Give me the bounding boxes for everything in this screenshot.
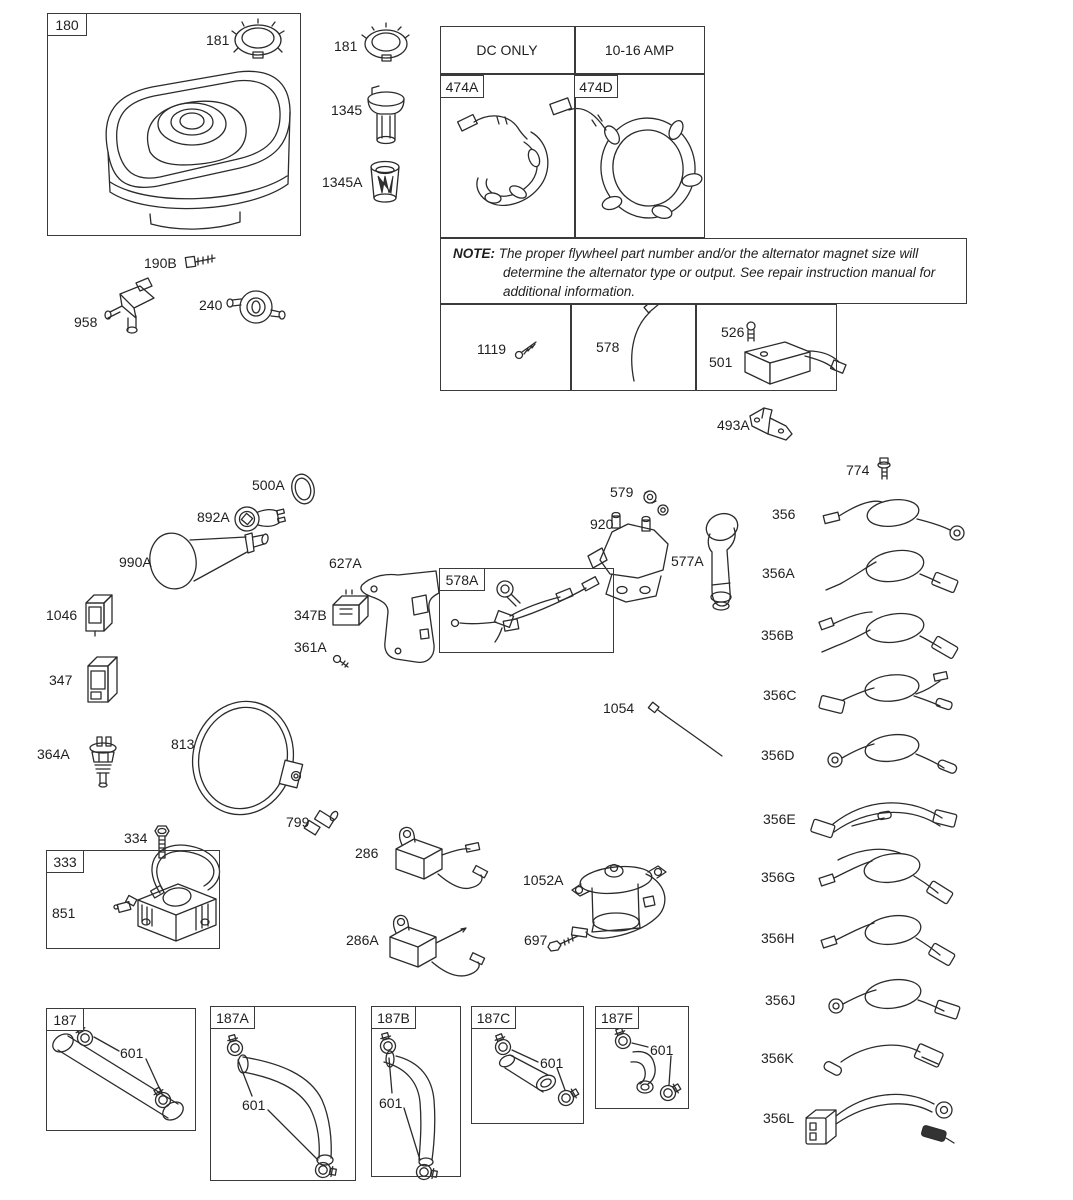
label-181-loose: 181 [334, 38, 358, 54]
label-356A: 356A [762, 565, 795, 581]
label-601-187F: 601 [650, 1042, 674, 1058]
label-601-187B: 601 [379, 1095, 403, 1111]
bracket-627A-illustration [361, 571, 439, 662]
group-tag-180 [47, 13, 87, 36]
label-356L: 356L [763, 1110, 795, 1126]
note-prefix: NOTE: [453, 246, 495, 261]
fuel-valve-958-illustration [105, 278, 154, 333]
switch-347-illustration [88, 657, 117, 702]
label-697: 697 [524, 932, 548, 948]
group-tag-187F-label: 187F [601, 1009, 633, 1026]
screw-361A-illustration [334, 656, 349, 668]
oil-switch-364A-illustration [90, 737, 116, 787]
label-356J: 356J [765, 992, 796, 1008]
label-356C: 356C [763, 687, 797, 703]
group-tag-333 [46, 850, 84, 873]
wire-356A-illustration [826, 546, 958, 593]
group-tag-333-label: 333 [53, 853, 77, 870]
screw-697-illustration [548, 936, 578, 951]
label-1345A: 1345A [322, 174, 363, 190]
label-601-187A: 601 [242, 1097, 266, 1113]
note-body: The proper flywheel part number and/or the alternator magnet size will determine the alternator type or output. See repair instruction manual for additional information. [498, 246, 936, 300]
label-356B: 356B [761, 627, 794, 643]
switch-347B-illustration [333, 590, 368, 625]
switch-892A-illustration [235, 507, 285, 531]
column-header-dc-only: DC ONLY [476, 42, 538, 58]
label-851: 851 [52, 905, 76, 921]
spark-plug-boot-577A-illustration [703, 509, 742, 610]
label-356G: 356G [761, 869, 796, 885]
group-tag-187A-label: 187A [216, 1009, 249, 1026]
hose-group-box-187B [371, 1006, 461, 1177]
wire-356G-illustration [819, 849, 953, 904]
group-tag-180-label: 180 [55, 16, 79, 33]
label-500A: 500A [252, 477, 285, 493]
label-958: 958 [74, 314, 98, 330]
label-990A: 990A [119, 554, 152, 570]
wire-356J-illustration [829, 976, 960, 1019]
label-813: 813 [171, 736, 195, 752]
label-1345: 1345 [331, 102, 363, 118]
module-286A-illustration [390, 915, 485, 976]
label-356: 356 [772, 506, 796, 522]
cable-tie-1054-illustration [648, 702, 722, 756]
wire-356L-illustration [806, 1094, 954, 1144]
wire-356D-illustration [828, 731, 958, 774]
group-tag-187B-label: 187B [377, 1009, 410, 1026]
label-1046: 1046 [46, 607, 78, 623]
label-578: 578 [596, 339, 620, 355]
fuel-tank-group-box [47, 13, 301, 236]
fuel-filter-cup-illustration [368, 86, 404, 144]
label-601-187C: 601 [540, 1055, 564, 1071]
note-box [440, 238, 967, 304]
label-526: 526 [721, 324, 745, 340]
label-601-187: 601 [120, 1045, 144, 1061]
group-tag-187C-label: 187C [476, 1009, 511, 1026]
label-286: 286 [355, 845, 379, 861]
label-892A: 892A [197, 509, 230, 525]
group-tag-578A [439, 568, 485, 591]
label-627A: 627A [329, 555, 362, 571]
label-364A: 364A [37, 746, 70, 762]
group-tag-474A [440, 75, 484, 98]
clamp-813-illustration [181, 691, 306, 826]
switch-1046-illustration [86, 595, 112, 636]
label-286A: 286A [346, 932, 379, 948]
group-tag-187A [210, 1006, 255, 1029]
label-347B: 347B [294, 607, 327, 623]
primer-990A-illustration [145, 529, 268, 592]
group-tag-474D [574, 75, 618, 98]
wire-356C-illustration [819, 672, 953, 714]
group-tag-578A-label: 578A [445, 571, 479, 588]
label-1052A: 1052A [523, 872, 564, 888]
label-920: 920 [590, 516, 614, 532]
solenoid-1052A-illustration [572, 863, 666, 938]
wire-356H-illustration [821, 912, 955, 966]
group-tag-474D-label: 474D [579, 78, 613, 95]
strip-divider-2 [695, 304, 697, 391]
group-tag-187-label: 187 [53, 1011, 77, 1028]
label-347: 347 [49, 672, 73, 688]
label-334: 334 [124, 830, 148, 846]
label-577A: 577A [671, 553, 704, 569]
label-356K: 356K [761, 1050, 794, 1066]
label-190B: 190B [144, 255, 177, 271]
label-181-tank: 181 [206, 32, 230, 48]
screw-190B-illustration [185, 255, 215, 268]
wire-356K-illustration [823, 1043, 944, 1076]
fitting-799-illustration [304, 810, 339, 835]
label-579: 579 [610, 484, 634, 500]
hose-group-box-187A [210, 1006, 356, 1181]
label-493A: 493A [717, 417, 750, 433]
group-tag-187B [371, 1006, 416, 1029]
label-1119: 1119 [477, 341, 507, 357]
group-tag-187C [471, 1006, 516, 1029]
group-tag-474A-label: 474A [445, 78, 479, 95]
label-240: 240 [199, 297, 223, 313]
note-text [453, 244, 956, 301]
fuel-cap-loose-illustration [362, 23, 409, 61]
column-header-10-16-amp: 10-16 AMP [604, 42, 675, 58]
module-286-illustration [396, 827, 488, 888]
fuel-filter-element-illustration [371, 162, 399, 203]
label-361A: 361A [294, 639, 327, 655]
label-501: 501 [709, 354, 733, 370]
label-1054: 1054 [603, 700, 635, 716]
label-356H: 356H [761, 930, 795, 946]
screw-774-illustration [878, 458, 890, 479]
wire-356E-illustration [810, 803, 957, 838]
fuel-filter-240-illustration [227, 291, 285, 323]
label-356D: 356D [761, 747, 795, 763]
group-tag-187 [46, 1008, 84, 1031]
group-tag-187F [595, 1006, 639, 1029]
bracket-493A-illustration [750, 408, 792, 440]
strip-divider-1 [570, 304, 572, 391]
label-356E: 356E [763, 811, 796, 827]
ring-500A-illustration [289, 472, 318, 506]
label-774: 774 [846, 462, 870, 478]
wire-356-illustration [823, 497, 964, 540]
label-799: 799 [286, 814, 310, 830]
wire-356B-illustration [819, 610, 958, 659]
nuts-579-illustration [644, 491, 668, 515]
